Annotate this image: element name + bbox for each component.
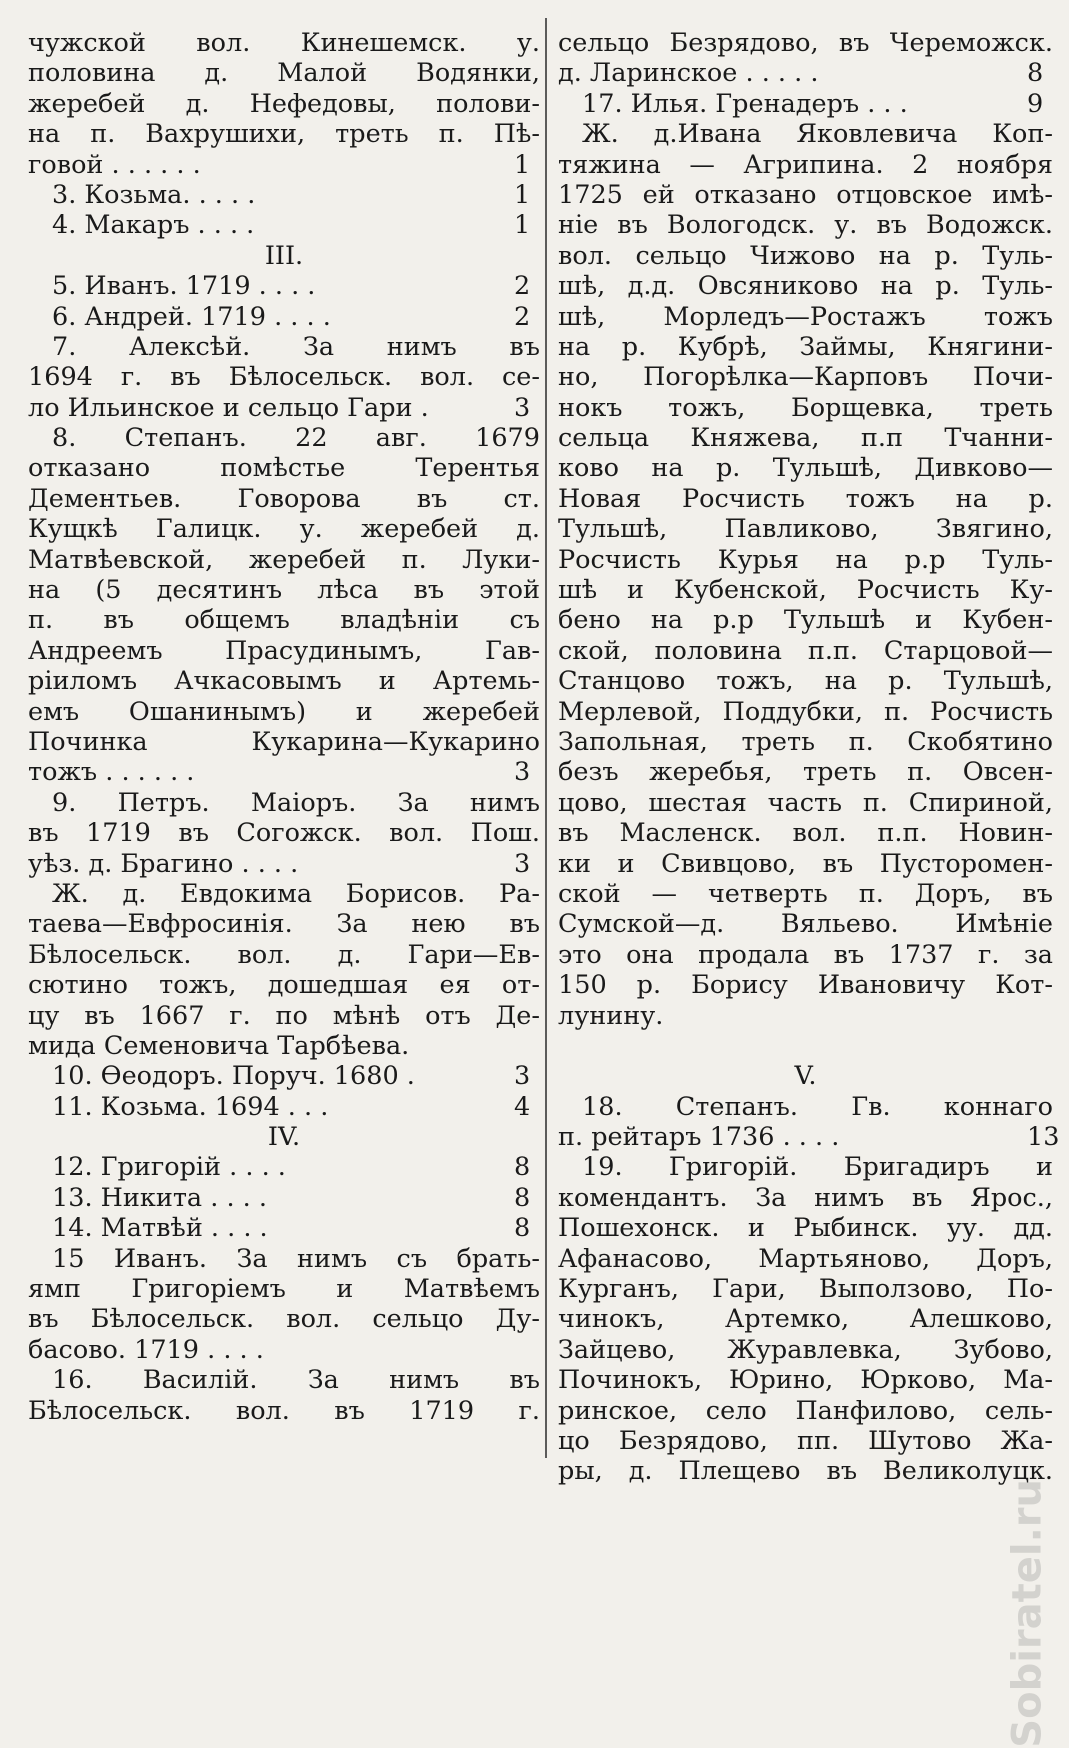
entry-text: д. Ларинское . . . . .	[558, 58, 819, 89]
entry-text: 5. Иванъ. 1719 . . . .	[52, 271, 316, 302]
entry-line	[28, 849, 540, 879]
text-line: въ Бѣлосельск. вол. сельцо Ду-	[28, 1304, 540, 1335]
page-reference: 2	[514, 271, 531, 302]
page-reference: 8	[514, 1152, 531, 1183]
page-reference: 2	[514, 301, 531, 332]
text-line: Починокъ, Юрино, Юрково, Ма-	[558, 1365, 1053, 1396]
page-reference: 8	[514, 1182, 531, 1213]
text-line: Ж. д.Ивана Яковлевича Коп-	[582, 119, 1053, 150]
watermark: Sobiratel.ru	[1005, 1479, 1051, 1748]
entry-text: тожъ . . . . . .	[28, 757, 195, 788]
text-line: шѣ, д.д. Овсяниково на р. Туль-	[558, 271, 1053, 302]
text-line: лунину.	[558, 1000, 664, 1031]
entry-line	[28, 271, 540, 301]
text-line: безъ жеребья, треть п. Овсен-	[558, 757, 1053, 788]
text-line: Андреемъ Прасудинымъ, Гав-	[28, 635, 540, 666]
text-line: Новая Росчисть тожъ на р.	[558, 483, 1053, 514]
page-reference: 1	[514, 149, 531, 180]
text-line: въ Масленск. вол. п.п. Новин-	[558, 818, 1053, 849]
text-line: ково на р. Тульшѣ, Дивково—	[558, 453, 1053, 484]
text-line: Сумской—д. Вяльево. Имѣніе	[558, 909, 1053, 940]
text-line: сельцо Безрядово, въ Череможск.	[558, 28, 1053, 58]
entry-text: 11. Козьма. 1694 . . .	[52, 1091, 329, 1122]
page-reference: 3	[514, 1061, 531, 1092]
entry-line	[558, 89, 1053, 119]
text-line: вол. сельцо Чижово на р. Туль-	[558, 240, 1053, 271]
page-reference: 9	[1027, 88, 1044, 119]
text-line: жеребей д. Нефедовы, полови-	[28, 88, 540, 119]
page-reference: 3	[514, 848, 531, 879]
entry-line	[28, 210, 540, 240]
text-line: Росчисть Курья на р.р Туль-	[558, 544, 1053, 575]
entry-line	[28, 1213, 540, 1243]
text-line: 18. Степанъ. Гв. коннаго	[582, 1091, 1053, 1122]
text-line: емъ Ошанинымъ) и жеребей	[28, 696, 540, 727]
text-line: цо Безрядово, пп. Шутово Жа-	[558, 1425, 1053, 1456]
text-line: Тульшѣ, Павликово, Звягино,	[558, 514, 1053, 545]
entry-line	[28, 757, 540, 787]
text-line: Починка Кукарина—Кукарино	[28, 726, 540, 757]
text-line: чужской вол. Кинешемск. у.	[28, 28, 540, 58]
entry-text: 14. Матвѣй . . . .	[52, 1213, 268, 1244]
section-heading: IV.	[267, 1122, 301, 1153]
text-line: сютино тожъ, дошедшая ея от-	[28, 970, 540, 1001]
text-line: ніе въ Вологодск. у. въ Водожск.	[558, 210, 1053, 241]
text-line: Курганъ, Гари, Выползово, По-	[558, 1274, 1053, 1305]
text-line: ской — четверть п. Доръ, въ	[558, 878, 1053, 909]
text-line: на (5 десятинъ лѣса въ этой	[28, 575, 540, 606]
text-line: ямп Григоріемъ и Матвѣемъ	[28, 1274, 540, 1305]
text-line: шѣ и Кубенской, Росчисть Ку-	[558, 575, 1053, 606]
text-line: Бѣлосельск. вол. въ 1719 г.	[28, 1395, 540, 1426]
text-line: 16. Василій. За нимъ въ	[52, 1365, 540, 1396]
page-reference: 4	[514, 1091, 531, 1122]
text-line: Зайцево, Журавлевка, Зубово,	[558, 1334, 1053, 1365]
text-line: ской, половина п.п. Старцовой—	[558, 635, 1053, 666]
text-line: но, Погорѣлка—Карповъ Почи-	[558, 362, 1053, 393]
page-reference: 3	[514, 757, 531, 788]
text-line: 1694 г. въ Бѣлосельск. вол. се-	[28, 362, 540, 393]
page-reference: 13	[1027, 1122, 1060, 1153]
entry-text: 10. Ѳеодоръ. Поруч. 1680 .	[52, 1061, 415, 1092]
text-line: басово. 1719 . . . .	[28, 1334, 264, 1365]
text-line: цово, шестая часть п. Спириной,	[558, 787, 1053, 818]
text-line: Пошехонск. и Рыбинск. уу. дд.	[558, 1213, 1053, 1244]
entry-line	[28, 302, 540, 332]
entry-text: 17. Илья. Гренадеръ . . .	[582, 88, 908, 119]
text-line: 9. Петръ. Маіоръ. За нимъ	[52, 787, 540, 818]
entry-line	[28, 180, 540, 210]
page-reference: 1	[514, 210, 531, 241]
text-line: Дементьев. Говорова въ ст.	[28, 483, 540, 514]
text-line: шѣ, Морледъ—Ростажъ тожъ	[558, 301, 1053, 332]
text-line: Станцово тожъ, на р. Тульшѣ,	[558, 666, 1053, 697]
text-line: половина д. Малой Водянки,	[28, 58, 540, 89]
text-line: ріиломъ Ачкасовымъ и Артемь-	[28, 666, 540, 697]
entry-text: 12. Григорій . . . .	[52, 1152, 286, 1183]
right-column	[558, 28, 1060, 1487]
entry-text: 3. Козьма. . . . .	[52, 179, 256, 210]
section-heading: V.	[794, 1061, 817, 1092]
text-line: мида Семеновича Тарбѣева.	[28, 1030, 410, 1061]
text-line: 150 р. Борису Ивановичу Кот-	[558, 970, 1053, 1001]
text-line: 19. Григорій. Бригадиръ и	[582, 1152, 1053, 1183]
entry-text: 4. Макаръ . . . .	[52, 210, 255, 241]
text-line: 1725 ей отказано отцовское имѣ-	[558, 179, 1053, 210]
text-line: Матвѣевской, жеребей п. Луки-	[28, 544, 540, 575]
entry-text: ло Ильинское и сельцо Гари .	[28, 392, 429, 423]
page-reference: 8	[514, 1213, 531, 1244]
text-line: Бѣлосельск. вол. д. Гари—Ев-	[28, 939, 540, 970]
text-line: 15 Иванъ. За нимъ съ брать-	[52, 1243, 540, 1274]
text-line: таева—Евфросинія. За нею въ	[28, 909, 540, 940]
text-line: Афанасово, Мартьяново, Доръ,	[558, 1243, 1053, 1274]
entry-text: 6. Андрей. 1719 . . . .	[52, 301, 331, 332]
entry-line	[28, 150, 540, 180]
text-line: Ж. д. Евдокима Борисов. Ра-	[52, 878, 540, 909]
column-divider	[545, 18, 547, 1458]
text-line: Кущкѣ Галицк. у. жеребей д.	[28, 514, 540, 545]
entry-text: 13. Никита . . . .	[52, 1182, 267, 1213]
text-line: на р. Кубрѣ, Займы, Княгини-	[558, 331, 1053, 362]
left-column	[28, 28, 540, 1426]
entry-line	[558, 58, 1053, 88]
text-line: ринское, село Панфилово, сель-	[558, 1395, 1053, 1426]
text-line: ки и Свивцово, въ Пусторомен-	[558, 848, 1053, 879]
text-line: сельца Княжева, п.п Тчанни-	[558, 423, 1053, 454]
page-reference: 3	[514, 392, 531, 423]
text-line: п. въ общемъ владѣніи съ	[28, 605, 540, 636]
entry-line	[28, 393, 540, 423]
text-line: чинокъ, Артемко, Алешково,	[558, 1304, 1053, 1335]
text-line: ры, д. Плещево въ Великолуцк.	[558, 1456, 1053, 1487]
entry-line	[28, 1092, 540, 1122]
entry-line	[28, 1183, 540, 1213]
text-line: нокъ тожъ, Борщевка, треть	[558, 392, 1053, 423]
entry-line	[28, 1152, 540, 1182]
entry-text: п. рейтаръ 1736 . . . .	[558, 1122, 840, 1153]
entry-line	[28, 1061, 540, 1091]
text-line: Запольная, треть п. Скобятино	[558, 726, 1053, 757]
text-line: въ 1719 въ Согожск. вол. Пош.	[28, 818, 540, 849]
section-heading: III.	[264, 240, 304, 271]
text-line	[558, 1031, 1053, 1061]
page-reference: 8	[1027, 58, 1044, 89]
entry-text: уѣз. д. Брагино . . . .	[28, 848, 299, 879]
entry-line	[558, 1122, 1060, 1153]
text-line: бено на р.р Тульшѣ и Кубен-	[558, 605, 1053, 636]
text-line: это она продала въ 1737 г. за	[558, 939, 1053, 970]
text-line: отказано помѣстье Терентья	[28, 453, 540, 484]
entry-text: говой . . . . . .	[28, 149, 201, 180]
text-line: на п. Вахрушихи, треть п. Пѣ-	[28, 119, 540, 150]
text-line: 7. Алексѣй. За нимъ въ	[52, 331, 540, 362]
text-line: Мерлевой, Поддубки, п. Росчисть	[558, 696, 1053, 727]
text-line: тяжина — Агрипина. 2 ноября	[558, 149, 1053, 180]
page-reference: 1	[514, 179, 531, 210]
text-line: цу въ 1667 г. по мѣнѣ отъ Де-	[28, 1000, 540, 1031]
text-line: 8. Степанъ. 22 авг. 1679	[52, 423, 540, 454]
text-line: комендантъ. За нимъ въ Ярос.,	[558, 1182, 1053, 1213]
